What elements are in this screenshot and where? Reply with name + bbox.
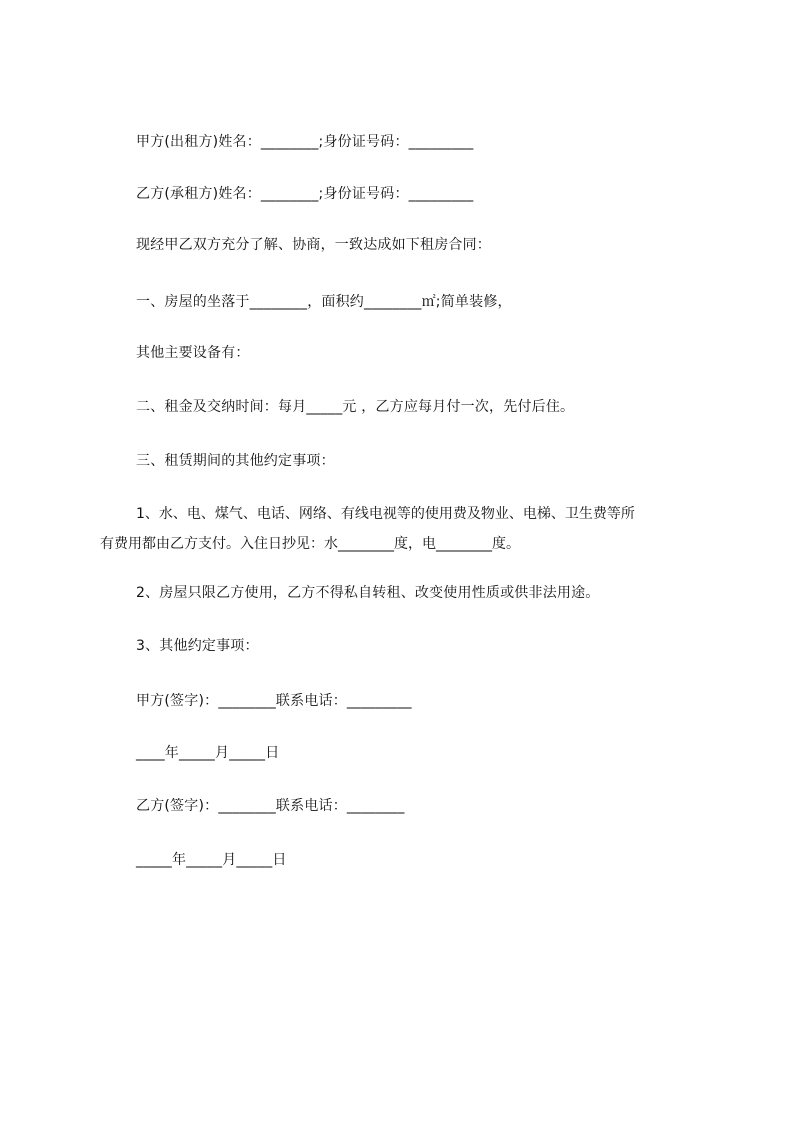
clause-location-area: 一、房屋的坐落于________，面积约________㎡;简单装修，	[136, 294, 512, 310]
party-a-date-line: ____年_____月_____日	[136, 745, 280, 761]
clause-utilities-paragraph	[100, 499, 700, 559]
clause-utilities-line-1: 1、水、电、煤气、电话、网络、有线电视等的使用费及物业、电梯、卫生费等所	[136, 506, 635, 522]
clause-utilities-line-2: 有费用都由乙方支付。入住日抄见：水________度，电________度。	[100, 536, 520, 552]
clause-rent-payment: 二、租金及交纳时间：每月_____元 ，乙方应每月付一次，先付后住。	[136, 399, 575, 415]
clause-other-terms-heading: 三、租赁期间的其他约定事项：	[136, 453, 335, 469]
party-b-signature-line: 乙方(签字)：________联系电话：________	[136, 798, 405, 814]
clause-equipment: 其他主要设备有：	[136, 345, 250, 361]
party-a-signature-line: 甲方(签字)：________联系电话：_________	[136, 693, 412, 709]
clause-usage-restriction: 2、房屋只限乙方使用，乙方不得私自转租、改变使用性质或供非法用途。	[136, 585, 600, 601]
clause-other-agreements: 3、其他约定事项：	[136, 638, 259, 654]
party-a-name-line: 甲方(出租方)姓名：________;身份证号码：_________	[136, 134, 474, 150]
party-b-date-line: _____年_____月_____日	[136, 852, 287, 868]
party-b-name-line: 乙方(承租方)姓名：________;身份证号码：_________	[136, 186, 474, 202]
agreement-intro: 现经甲乙双方充分了解、协商，一致达成如下租房合同：	[136, 237, 491, 253]
